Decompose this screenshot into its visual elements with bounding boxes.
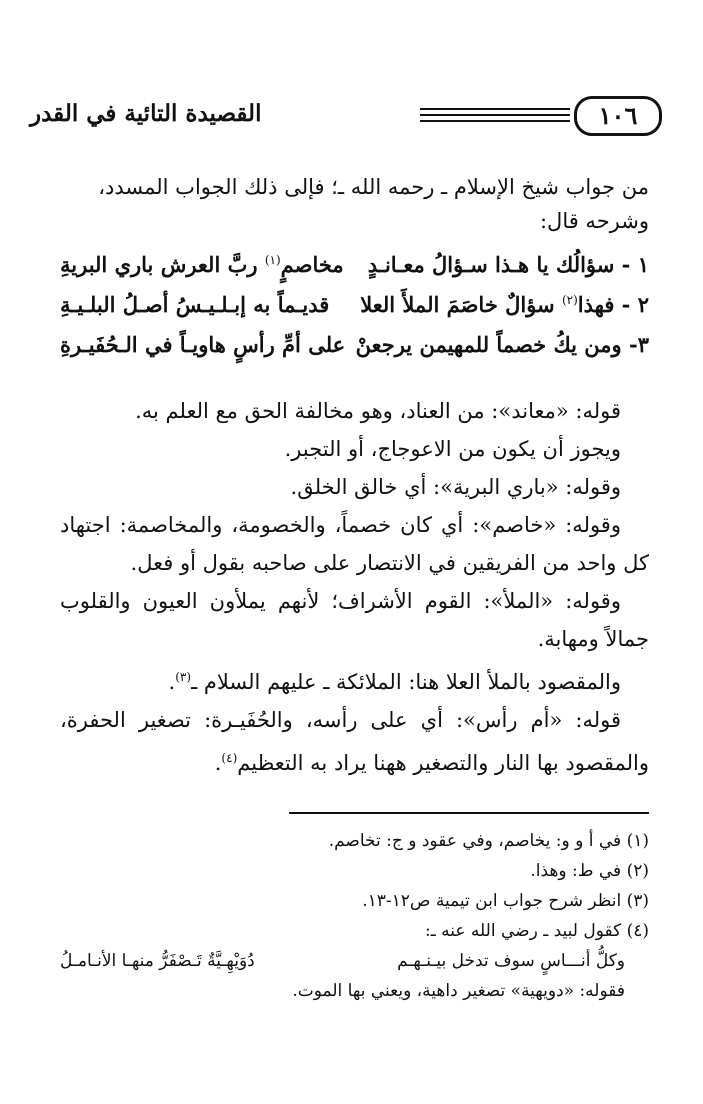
verse-1 (60, 252, 649, 292)
header-rule (420, 120, 570, 122)
verse-1-first-hemistich: ١ - سؤالُك يا هـذا سـؤالُ معـانـدٍ (367, 252, 649, 277)
verse-2-first-hemistich (359, 292, 649, 317)
commentary-text: قوله: «أم رأس»: أي على رأسه، والحُفَيـرة: تصغير الحفرة، والمقصود بها النار والتصغير ههنا يراد به التعظيم (60, 708, 649, 775)
footnote-3: (٣) انظر شرح جواب ابن تيمية ص١٢-١٣. (362, 891, 649, 911)
commentary-paragraph (60, 701, 649, 782)
commentary-paragraph: قوله: «معاند»: من العناد، وهو مخالفة الحق مع العلم به. (135, 399, 621, 423)
intro-text (60, 170, 649, 238)
page-number: ١٠٦ (574, 96, 662, 136)
verse-2-rest: سؤالٌ خاصَمَ الملأَ العلا (360, 292, 562, 317)
commentary-paragraph: وقوله: «الملأ»: القوم الأشراف؛ لأنهم يملأون العيون والقلوب جمالاً ومهابة. (60, 589, 649, 651)
commentary-paragraph (60, 658, 649, 701)
footnote-verse-second: دُوَيْهِـيَّةٌ تَـصْفَرُّ منهـا الأنـامـلُ (60, 951, 255, 971)
running-title: القصيدة التائية في القدر (30, 100, 262, 127)
intro-line-2: وشرحه قال: (539, 209, 649, 233)
period: . (214, 751, 222, 775)
commentary-paragraph: وقوله: «خاصم»: أي كان خصماً، والخصومة، والمخاصمة: اجتهاد كل واحد من الفريقين في الانتصار على صاحبه بقول أو فعل. (60, 513, 649, 575)
verse-2-word: ٢ - فهذا (577, 292, 649, 317)
footnote-verse-first: وكلُّ أنـــاسٍ سوف تدخل بيـنـهـم (397, 951, 625, 971)
verse-1-second-hemistich (60, 252, 350, 277)
verse-3 (60, 332, 649, 372)
footnote-verse (60, 946, 649, 976)
header-rule (420, 108, 570, 110)
commentary-paragraph: ويجوز أن يكون من الاعوجاج، أو التجبر. (284, 437, 621, 461)
intro-line-1: من جواب شيخ الإسلام ـ رحمه الله ـ؛ فإلى ذلك الجواب المسدد، (98, 175, 649, 199)
verse-1-rest: ربَّ العرش باري البريةِ (60, 252, 265, 277)
header-rule (420, 114, 570, 116)
footnote-ref-1: (١) (264, 253, 281, 267)
verse-1-word: مخاصمٍ (280, 252, 344, 277)
verse-2 (60, 292, 649, 332)
footnote-1: (١) في أ و و: يخاصم، وفي عقود و ج: تخاصم. (328, 831, 649, 851)
footnote-4: (٤) كقول لبيد ـ رضي الله عنه ـ: (425, 921, 649, 941)
verse-2-second-hemistich: قديـماً به إبـلـيـسُ أصـلُ البلـيـةِ (60, 292, 330, 317)
footnote-2: (٢) في ط: وهذا. (530, 861, 649, 881)
page-header (30, 92, 670, 142)
commentary-paragraph: وقوله: «باري البرية»: أي خالق الخلق. (290, 475, 621, 499)
verse-3-first-hemistich: ٣- ومن يكُ خصماً للمهيمن يرجعنْ (355, 332, 649, 357)
poem (60, 252, 649, 372)
verse-3-second-hemistich: على أمِّ رأسٍ هاويـاً في الـحُفَيـرةِ (60, 332, 346, 357)
commentary-text: والمقصود بالملأ العلا هنا: الملائكة ـ عليهم السلام ـ (191, 670, 621, 694)
footnote-4-explanation: فقوله: «دويهية» تصغير داهية، ويعني بها الموت. (292, 981, 625, 1001)
commentary (60, 392, 649, 782)
footnote-ref-3: (٣) (175, 670, 192, 684)
footnote-divider (289, 812, 649, 814)
footnote-ref-2: (٢) (561, 293, 578, 307)
footnote-ref-4: (٤) (221, 751, 238, 765)
period: . (168, 670, 176, 694)
footnotes (60, 826, 649, 1006)
